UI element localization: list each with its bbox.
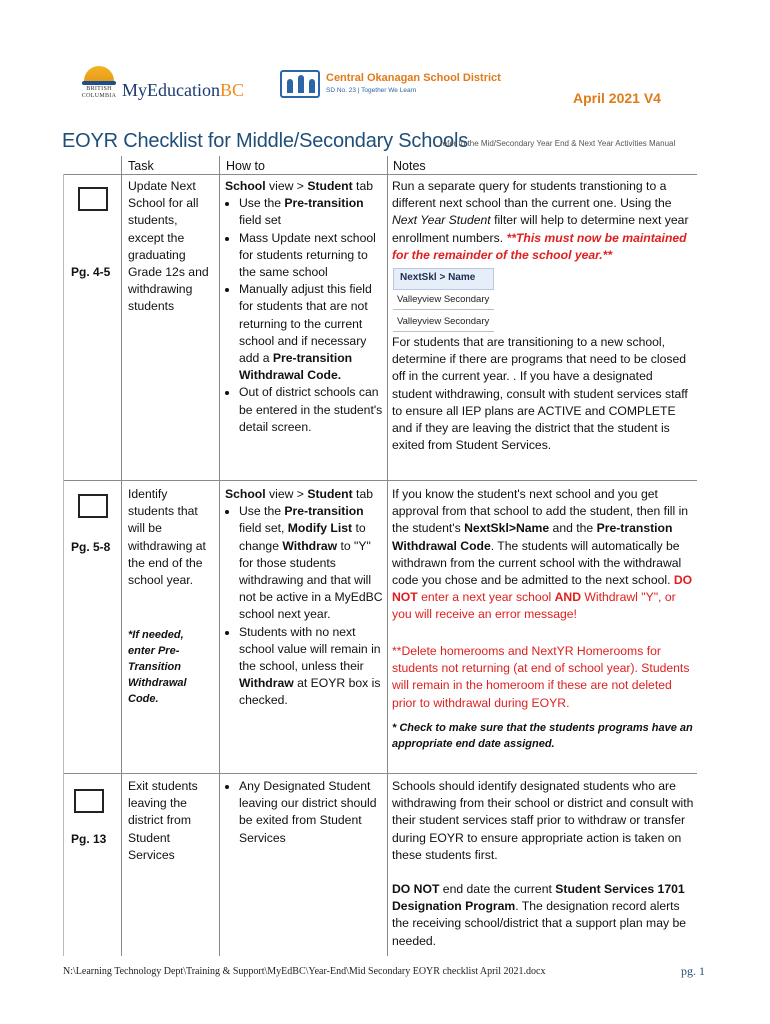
notes-tip: * Check to make sure that the students programs have an appropriate end date assigned. (392, 722, 693, 750)
header-divider (63, 174, 697, 175)
column-divider (219, 156, 220, 956)
column-divider (387, 156, 388, 956)
howto-lead: School view > Student tab (225, 179, 374, 193)
notes-warning: **Delete homerooms and NextYR Homerooms for students not returning (at end of school year). Students will remain in the homeroom if these are not deleted prior to withdrawal during EOYR. (392, 644, 690, 710)
list-item: • Any Designated Student leaving our district should be exited from Student Services (239, 778, 383, 847)
page-number: pg. 1 (681, 964, 705, 978)
myeducationbc-logo (122, 80, 244, 101)
row-divider (63, 773, 697, 774)
list-item: • Students with no next school value will remain in the school, unless their Withdraw at EOYR box is checked. (239, 624, 383, 710)
howto-text (225, 486, 383, 710)
row-divider (63, 480, 697, 481)
bc-government-logo (78, 66, 120, 100)
sun-icon (84, 66, 114, 82)
task-text: Exit students leaving the district from Student Services (128, 779, 198, 862)
column-header-task: Task (128, 159, 154, 173)
column-header-notes: Notes (393, 159, 426, 173)
list-item: • Manually adjust this field for students that are not returning to the current school and if necessary add a Pre-transition Withdrawal Code. (239, 281, 383, 384)
district-logo-icon (280, 70, 320, 98)
checkbox[interactable] (78, 187, 108, 211)
notes-text: If you know the student's next school and you get approval from that school to add the student, then fill in the student's NextSkl>Name and the Pre-transtion Withdrawal Code. The students will automatically be withdrawn from the current school with the withdrawal code you chose and be admitted to the next school. DO NOT enter a next year school AND Withdrawl "Y", or you will receive an error message! (392, 487, 693, 622)
nextskl-value: Valleyview Secondary (393, 292, 494, 310)
district-tagline: SD No. 23 | Together We Learn (326, 87, 417, 94)
bc-logo-text: BRITISH COLUMBIA (81, 86, 117, 99)
manual-reference: refer to the Mid/Secondary Year End & Next Year Activities Manual (440, 139, 676, 148)
page-reference: Pg. 13 (71, 832, 107, 846)
notes-text: Schools should identify designated students who are withdrawing from their school or district and consult with their student services staff prior to withdraw or transfer during EOYR to ensure appropriate action is taken on these students first. (392, 779, 694, 862)
task-text: Update Next School for all students, except the graduating Grade 12s and withdrawing students (128, 179, 209, 314)
column-divider (121, 156, 122, 956)
notes-text: For students that are transitioning to a new school, determine if there are programs that need to be closed off in the current year. . If you have a designated student withdrawing, consult with student services staff to ensure all IEP plans are ACTIVE and COMPLETE and if they are leaving the district that the student is exited from Student Services. (392, 335, 688, 453)
howto-lead: School view > Student tab (225, 487, 374, 501)
column-divider (63, 174, 64, 956)
page-title: EOYR Checklist for Middle/Secondary Schools (62, 130, 469, 152)
nextskl-value: Valleyview Secondary (393, 314, 494, 332)
howto-text (225, 178, 383, 436)
myed-wordmark: MyEducation (122, 80, 220, 100)
page-reference: Pg. 5-8 (71, 540, 111, 554)
document-version-date: April 2021 V4 (573, 90, 661, 106)
task-text: Identify students that will be withdrawing at the end of the school year. (128, 487, 206, 588)
checkbox[interactable] (74, 789, 104, 813)
list-item: • Use the Pre-transition field set (239, 195, 383, 229)
wave-icon (82, 81, 116, 85)
checkbox[interactable] (78, 494, 108, 518)
list-item: • Use the Pre-transition field set, Modify List to change Withdraw to "Y" for those students withdrawing and that will not be active in a MyEdBC school next year. (239, 503, 383, 623)
myed-bc-wordmark: BC (219, 80, 244, 100)
column-header-howto: How to (226, 159, 265, 173)
list-item: • Out of district schools can be entered in the student's detail screen. (239, 384, 383, 436)
list-item: • Mass Update next school for students returning to the same school (239, 230, 383, 282)
howto-text (225, 778, 383, 847)
notes-text: Run a separate query for students transtioning to a different next school than the current one. Using the Next Year Student filter will help to determine next year enrollment numbers. **This must now be maintained for the remainder of the school year.** (392, 179, 689, 262)
notes-text: DO NOT end date the current Student Services 1701 Designation Program. The designation record alerts the receiving school/district that a support plan may be needed. (392, 882, 687, 948)
task-note: *If needed, enter Pre-Transition Withdrawal Code. (128, 629, 187, 705)
nextskl-column-header: NextSkl > Name (393, 268, 494, 290)
page-reference: Pg. 4-5 (71, 265, 111, 279)
file-path-footer: N:\Learning Technology Dept\Training & Support\MyEdBC\Year-End\Mid Secondary EOYR checklist April 2021.docx (63, 966, 546, 977)
district-name: Central Okanagan School District (326, 72, 501, 84)
